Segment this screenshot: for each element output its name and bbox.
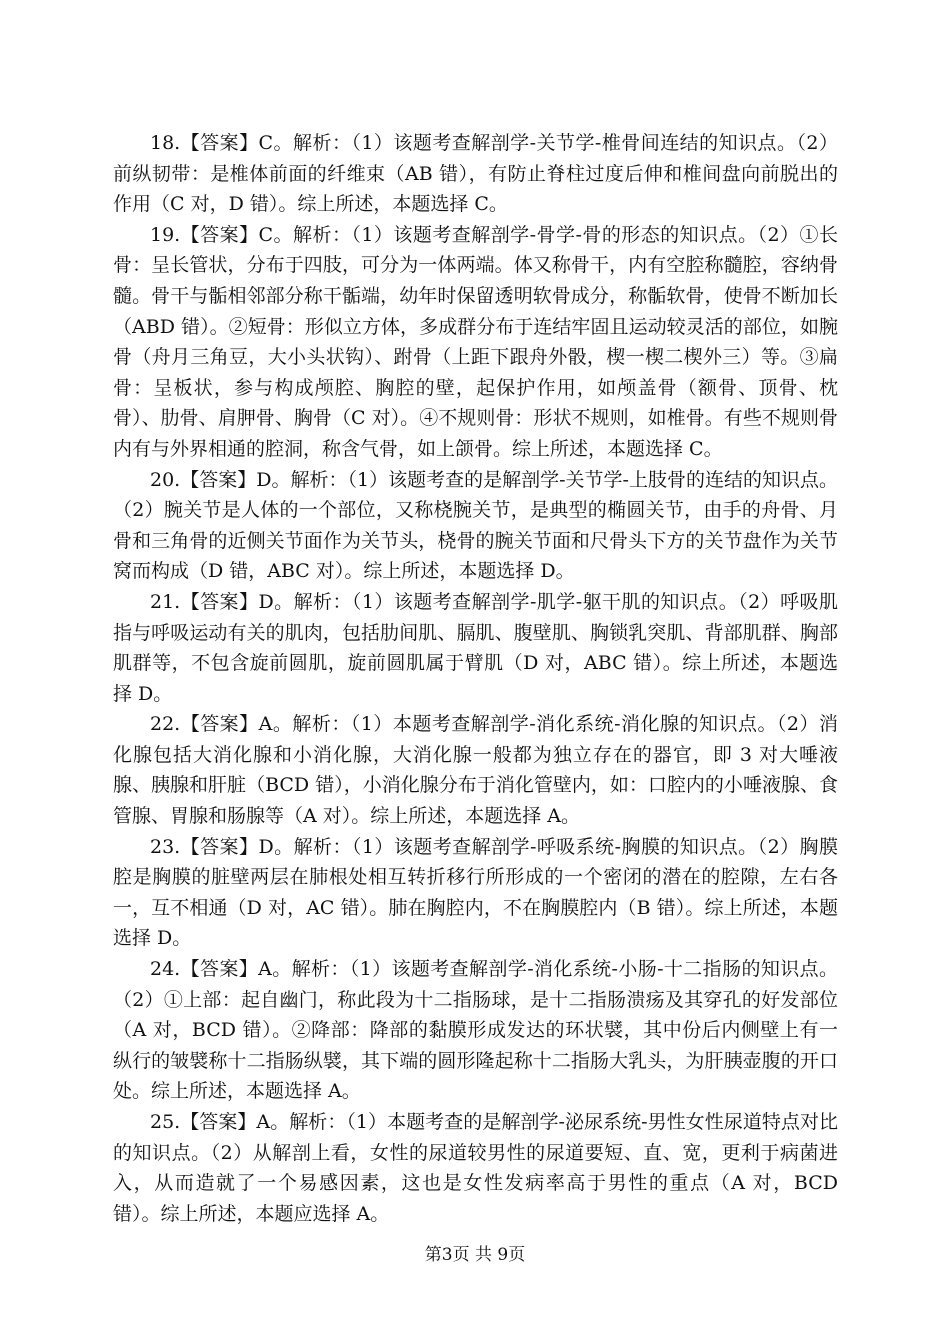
page-number: 第3页 共 9页	[424, 1245, 526, 1265]
answer-23: 23.【答案】D。解析：（1）该题考查解剖学-呼吸系统-胸膜的知识点。（2）胸膜腔是胸膜的脏壁两层在肺根处相互转折移行所形成的一个密闭的潜在的腔隙，左右各一，互不相通（D 对，AC 错）。肺在胸腔内，不在胸膜腔内（B 错）。综上所述，本题选择 D。	[113, 835, 838, 950]
answer-explanations	[113, 128, 838, 1229]
answer-22: 22.【答案】A。解析：（1）本题考查解剖学-消化系统-消化腺的知识点。（2）消化腺包括大消化腺和小消化腺，大消化腺一般都为独立存在的器官，即 3 对大唾液腺、胰腺和肝脏（BCD 错），小消化腺分布于消化管壁内，如：口腔内的小唾液腺、食管腺、胃腺和肠腺等（A 对）。综上所述，本题选择 A。	[113, 713, 838, 828]
answer-20: 20.【答案】D。解析：（1）该题考查的是解剖学-关节学-上肢骨的连结的知识点。（2）腕关节是人体的一个部位，又称桡腕关节，是典型的椭圆关节，由手的舟骨、月骨和三角骨的近侧关节面作为关节头，桡骨的腕关节面和尺骨头下方的关节盘作为关节窝而构成（D 错，ABC 对）。综上所述，本题选择 D。	[113, 468, 838, 583]
answer-24: 24.【答案】A。解析：（1）该题考查解剖学-消化系统-小肠-十二指肠的知识点。（2）①上部：起自幽门，称此段为十二指肠球，是十二指肠溃疡及其穿孔的好发部位（A 对，BCD 错）。②降部：降部的黏膜形成发达的环状襞，其中份后内侧壁上有一纵行的皱襞称十二指肠纵襞，其下端的圆形隆起称十二指肠大乳头，为肝胰壶腹的开口处。综上所述，本题选择 A。	[113, 958, 838, 1103]
answer-21: 21.【答案】D。解析：（1）该题考查解剖学-肌学-躯干肌的知识点。（2）呼吸肌指与呼吸运动有关的肌肉，包括肋间肌、膈肌、腹壁肌、胸锁乳突肌、背部肌群、胸部肌群等，不包含旋前圆肌，旋前圆肌属于臂肌（D 对，ABC 错）。综上所述，本题选择 D。	[113, 590, 838, 705]
answer-18: 18.【答案】C。解析：（1）该题考查解剖学-关节学-椎骨间连结的知识点。（2）前纵韧带：是椎体前面的纤维束（AB 错），有防止脊柱过度后伸和椎间盘向前脱出的作用（C 对，D 错）。综上所述，本题选择 C。	[113, 132, 838, 216]
answer-19: 19.【答案】C。解析：（1）该题考查解剖学-骨学-骨的形态的知识点。（2）①长骨：呈长管状，分布于四肢，可分为一体两端。体又称骨干，内有空腔称髓腔，容纳骨髓。骨干与骺相邻部分称干骺端，幼年时保留透明软骨成分，称骺软骨，使骨不断加长（ABD 错）。②短骨：形似立方体，多成群分布于连结牢固且运动较灵活的部位，如腕骨（舟月三角豆，大小头状钩）、跗骨（上距下跟舟外骰，楔一楔二楔外三）等。③扁骨：呈板状，参与构成颅腔、胸腔的壁，起保护作用，如颅盖骨（额骨、顶骨、枕骨）、肋骨、肩胛骨、胸骨（C 对）。④不规则骨：形状不规则，如椎骨。有些不规则骨内有与外界相通的腔洞，称含气骨，如上颌骨。综上所述，本题选择 C。	[113, 223, 838, 460]
answer-25: 25.【答案】A。解析：（1）本题考查的是解剖学-泌尿系统-男性女性尿道特点对比的知识点。（2）从解剖上看，女性的尿道较男性的尿道要短、直、宽，更利于病菌进入，从而造就了一个易感因素，这也是女性发病率高于男性的重点（A 对，BCD 错）。综上所述，本题应选择 A。	[113, 1111, 838, 1225]
